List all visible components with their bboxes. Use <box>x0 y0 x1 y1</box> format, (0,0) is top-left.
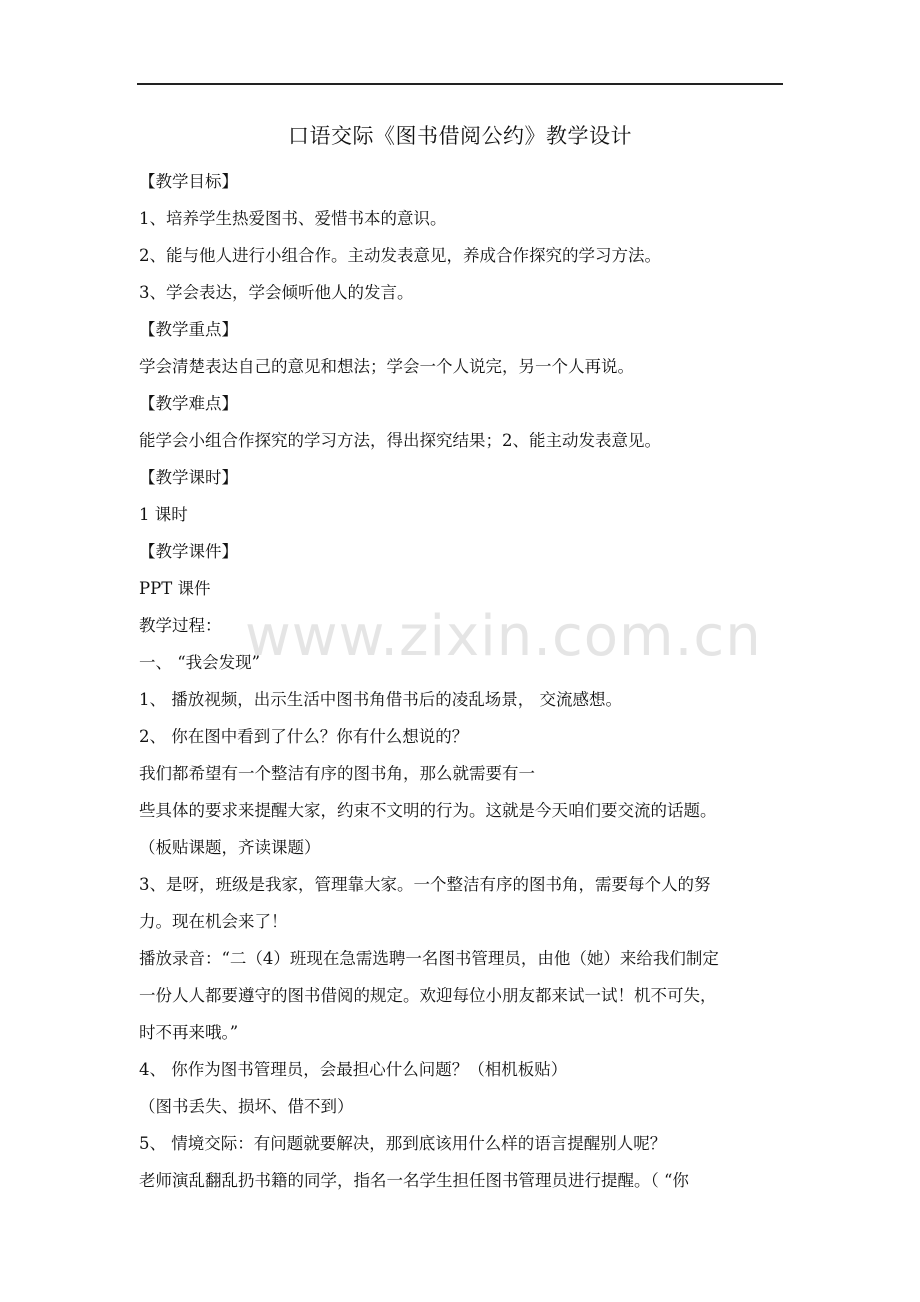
text-line: 教学过程： <box>139 616 222 635</box>
text-line: 3、是呀，班级是我家，管理靠大家。一个整洁有序的图书角，需要每个人的努 <box>139 875 711 894</box>
watermark: www.zixin.com.cn <box>245 604 762 669</box>
text-line: 些具体的要求来提醒大家，约束不文明的行为。这就是今天咱们要交流的话题。 <box>139 801 717 820</box>
text-line: 播放录音：“二（4）班现在急需选聘一名图书管理员，由他（她）来给我们制定 <box>139 949 719 968</box>
text-line: 一份人人都要遵守的图书借阅的规定。欢迎每位小朋友都来试一试！机不可失， <box>139 986 717 1005</box>
text-line: 2、 你在图中看到了什么？你有什么想说的？ <box>139 727 469 746</box>
text-line: 【教学目标】 <box>139 172 238 191</box>
text-line: 力。现在机会来了！ <box>139 912 288 931</box>
text-line: （图书丢失、损坏、借不到） <box>139 1097 354 1116</box>
text-line: 【教学课时】 <box>139 468 238 487</box>
header-rule <box>137 83 783 85</box>
text-line: 我们都希望有一个整洁有序的图书角，那么就需要有一 <box>139 764 535 783</box>
text-line: 【教学难点】 <box>139 394 238 413</box>
text-line: 一、 “我会发现” <box>139 653 261 672</box>
text-line: 老师演乱翻乱扔书籍的同学，指名一名学生担任图书管理员进行提醒。（ “你 <box>139 1171 689 1190</box>
text-line: （板贴课题，齐读课题） <box>139 838 321 857</box>
text-line: 4、 你作为图书管理员，会最担心什么问题？（相机板贴） <box>139 1060 568 1079</box>
text-line: 1 课时 <box>139 505 188 524</box>
text-line: PPT 课件 <box>139 579 211 598</box>
text-line: 【教学课件】 <box>139 542 238 561</box>
text-line: 5、 情境交际：有问题就要解决，那到底该用什么样的语言提醒别人呢？ <box>139 1134 667 1153</box>
text-line: 1、培养学生热爱图书、爱惜书本的意识。 <box>139 209 447 228</box>
text-line: 学会清楚表达自己的意见和想法；学会一个人说完，另一个人再说。 <box>139 357 634 376</box>
document-title: 口语交际《图书借阅公约》教学设计 <box>288 124 632 148</box>
text-line: 时不再来哦。” <box>139 1023 239 1042</box>
text-line: 【教学重点】 <box>139 320 238 339</box>
text-line: 能学会小组合作探究的学习方法，得出探究结果；2、能主动发表意见。 <box>139 431 661 450</box>
document-body <box>139 163 789 1199</box>
text-line: 1、 播放视频，出示生活中图书角借书后的凌乱场景， 交流感想。 <box>139 690 622 709</box>
text-line: 2、能与他人进行小组合作。主动发表意见，养成合作探究的学习方法。 <box>139 246 661 265</box>
text-line: 3、学会表达，学会倾听他人的发言。 <box>139 283 414 302</box>
